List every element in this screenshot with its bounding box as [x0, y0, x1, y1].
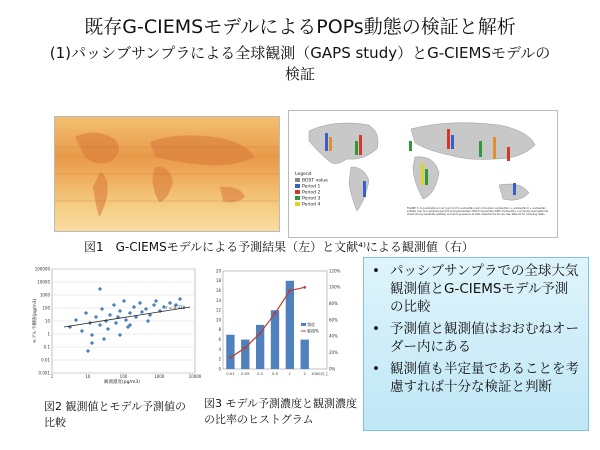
hist-y-tick: 6	[218, 337, 221, 342]
scatter-y-tick: 0.1	[43, 344, 50, 350]
bullet-dot-icon: •	[372, 361, 380, 377]
bullet-item: • パッシブサンプラでの全球大気観測値とG-CIEMSモデル予測の比較	[372, 263, 579, 315]
hist-y-tick: 20	[215, 268, 221, 274]
legend-item: Period 1	[302, 184, 321, 190]
legend-swatch	[295, 184, 300, 188]
page-subtitle-cont: 検証	[284, 65, 315, 83]
hist-bar	[241, 340, 249, 369]
map-note: FIGURE 3. Concentrations in air (pg m-3) for endosulfan (sum of isomeric endosulfan I + endosulfan II + endosulfan sulfate) over four sampling periods during December 2004 to December 2005. Endosulfan, a currently used pesticide shows strong variability spatially and among seasons at sites impacted by its use. See Table S1 for sampling dates.	[407, 207, 548, 216]
scatter-x-tick: 10	[85, 374, 91, 379]
hist-y-tick: 10	[215, 317, 221, 323]
legend-item: Period 2	[302, 190, 321, 196]
bullet-item: • 観測値も半定量であることを考慮すれば十分な検証と判断	[372, 361, 579, 395]
gaps-observation-map	[288, 110, 558, 238]
page-title: 既存G-CIEMSモデルによるPOPs動態の検証と解析	[84, 16, 516, 38]
legend-swatch	[295, 202, 300, 206]
scatter-y-tick: 1	[47, 331, 50, 337]
hist-x-tick: 1	[288, 371, 292, 376]
hist-y-tick: 0	[218, 366, 221, 372]
scatter-y-tick: 10	[44, 318, 50, 324]
bullet-dot-icon: •	[372, 321, 380, 337]
figure-2-caption: 図2 観測値とモデル予測値の比較	[44, 400, 186, 429]
scatter-xlabel: 観測濃度(pg/m3)	[104, 380, 140, 385]
hist-bar	[256, 325, 264, 369]
page-subtitle: (1)パッシブサンプラによる全球観測（GAPS study）とG-CIEMSモデルの	[49, 44, 551, 62]
hist-legend-swatch	[301, 323, 306, 326]
scatter-y-tick: 100000	[34, 266, 50, 272]
scatter-y-tick: 0.01	[41, 357, 50, 363]
hist-x-tick: 1000以上	[310, 371, 329, 376]
hist-y-tick: 2	[218, 356, 221, 362]
bullet-dot-icon: •	[372, 263, 380, 279]
hist-y-tick: 8	[218, 327, 221, 333]
hist-line-point	[229, 356, 232, 359]
legend-item: BOST value	[302, 178, 328, 184]
hist-y2-tick: 80%	[329, 301, 338, 307]
legend-swatch	[295, 196, 300, 200]
scatter-y-tick: 1000	[39, 292, 50, 298]
hist-line-point	[289, 289, 292, 292]
hist-x-tick: 0.1	[257, 371, 264, 376]
hist-x-tick: 2	[303, 371, 306, 376]
hist-y-tick: 16	[215, 288, 221, 293]
hist-y2-tick: 0%	[329, 366, 336, 372]
figure-3-caption: 図3 モデル予測濃度と観測濃度の比率のヒストグラム	[204, 397, 357, 426]
map-legend-title: Legend	[295, 172, 312, 177]
scatter-x-tick: 1	[50, 374, 54, 379]
hist-line-point	[274, 312, 277, 315]
hist-y2-tick: 100%	[329, 284, 341, 290]
legend-item: Period 3	[302, 196, 321, 202]
hist-y2-tick: 60%	[329, 317, 338, 323]
scatter-x-tick: 10000	[188, 374, 202, 379]
scatter-y-tick: 10000	[37, 279, 50, 285]
legend-swatch	[295, 190, 300, 194]
scatter-x-tick: 100	[119, 374, 128, 379]
ratio-histogram	[205, 265, 350, 390]
hist-bar	[301, 340, 309, 369]
hist-legend-item: 頻度	[307, 322, 315, 327]
scatter-x-tick: 1000	[154, 374, 165, 379]
hist-x-tick: 0.5	[271, 371, 279, 376]
hist-x-tick: 0.05	[241, 371, 250, 376]
scatter-plot	[30, 265, 200, 390]
fit-label: r = 0.328	[166, 305, 185, 310]
hist-x-tick: 0.01	[226, 371, 235, 376]
figure-1-caption: 図1 G-CIEMSモデルによる予測結果（左）と文献⁴⁾による観測値（右）	[84, 240, 474, 254]
hist-y-tick: 14	[215, 297, 221, 303]
legend-item: Period 4	[302, 202, 321, 208]
scatter-ylabel: モデル予測値(pg/m3)	[33, 298, 38, 344]
hist-bar	[271, 310, 279, 369]
hist-bar	[226, 335, 234, 369]
summary-bullets	[363, 257, 589, 431]
hist-y2-tick: 120%	[329, 268, 341, 274]
hist-line-point	[244, 346, 247, 349]
model-prediction-map	[54, 116, 280, 232]
bullet-item: • 予測値と観測値はおおむねオーダー内にある	[372, 321, 579, 355]
legend-swatch	[295, 178, 300, 182]
hist-y-tick: 4	[218, 346, 221, 352]
hist-y2-tick: 20%	[329, 350, 338, 356]
hist-legend-item: 累積%	[307, 328, 319, 334]
hist-y2-tick: 40%	[329, 333, 338, 339]
hist-y-tick: 12	[215, 307, 221, 313]
scatter-y-tick: 0.001	[38, 370, 50, 376]
hist-line-point	[303, 286, 306, 289]
hist-y-tick: 18	[215, 278, 221, 284]
scatter-y-tick: 100	[42, 305, 50, 311]
hist-line-point	[259, 332, 262, 335]
